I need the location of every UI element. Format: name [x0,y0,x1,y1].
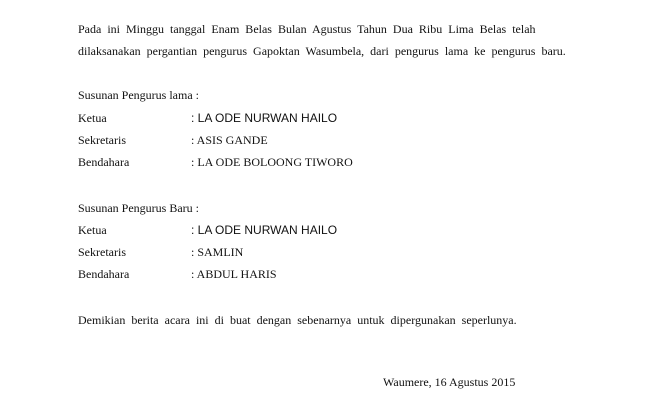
old-role-ketua: Ketua [78,111,107,125]
new-role-sekretaris: Sekretaris [78,245,126,259]
new-role-bendahara: Bendahara [78,267,130,281]
closing-statement: Demikian berita acara ini di buat dengan sebenarnya untuk dipergunakan seperlunya. [78,313,517,327]
new-name-bendahara: : ABDUL HARIS [191,267,277,281]
intro-line-1: Pada ini Minggu tanggal Enam Belas Bulan Agustus Tahun Dua Ribu Lima Belas telah [78,22,536,36]
new-name-sekretaris: : SAMLIN [191,245,244,259]
place-date: Waumere, 16 Agustus 2015 [383,375,516,389]
old-name-sekretaris: : ASIS GANDE [191,133,268,147]
new-name-ketua: : LA ODE NURWAN HAILO [191,223,338,237]
old-name-bendahara: : LA ODE BOLOONG TIWORO [191,155,353,169]
old-role-bendahara: Bendahara [78,155,130,169]
intro-line-2: dilaksanakan pergantian pengurus Gapoktan Wasumbela, dari pengurus lama ke pengurus baru. [78,44,566,58]
new-role-ketua: Ketua [78,223,107,237]
old-name-ketua: : LA ODE NURWAN HAILO [191,111,338,125]
old-role-sekretaris: Sekretaris [78,133,126,147]
new-board-heading: Susunan Pengurus Baru : [78,201,199,215]
old-board-heading: Susunan Pengurus lama : [78,88,199,102]
